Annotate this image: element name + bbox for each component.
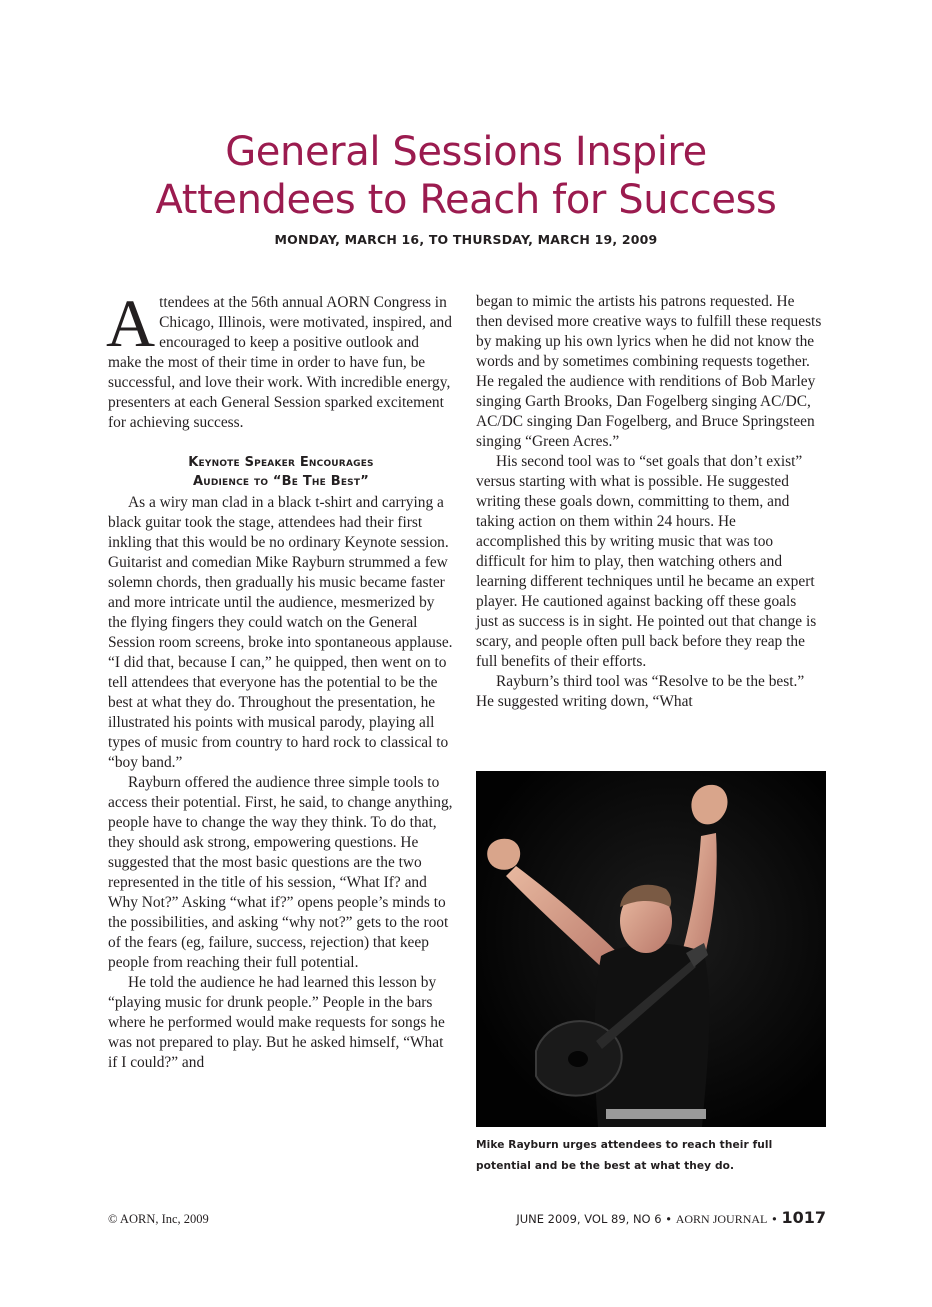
body-paragraph-2: Rayburn offered the audience three simple tools to access their potential. First, he said, to change anything, people have to change the way they think. To do that, they should ask strong, empowering questions. He suggested that the most basic questions are the two represented in the title of his session, “What If? and Why Not?” Asking “what if?” opens people’s minds to the possibilities, and asking “why not?” gets to the root of the fears (eg, failure, success, rejection) that keep people from reaching their full potential.	[108, 774, 453, 971]
intro-text: ttendees at the 56th annual AORN Congress in Chicago, Illinois, were motivated, inspired, and encouraged to keep a positive outlook and make the most of their time in order to have fun, be successful, and love their work. With incredible energy, presenters at each General Session sparked excitement for achieving success.	[108, 294, 452, 431]
footer-bullet-1: •	[665, 1212, 673, 1226]
page-number: 1017	[781, 1208, 826, 1227]
body-paragraph-5: His second tool was to “set goals that don’t exist” versus starting with what is possible. He suggested writing these goals down, committing to them, and taking action on them within 24 hours. He accomplished this by writing music that was too difficult for him to play, then watching others and learning different techniques until he became an expert player. He cautioned against backing off these goals just as success is in sight. He pointed out that change is scary, and people often pull back before they reap the full benefits of their efforts.	[476, 453, 817, 670]
running-footer	[516, 1208, 826, 1227]
right-column	[476, 292, 822, 712]
left-column	[106, 285, 454, 1073]
section-subhead	[108, 453, 454, 491]
article-dateline: MONDAY, MARCH 16, TO THURSDAY, MARCH 19, 2009	[274, 232, 658, 247]
body-paragraph-4: began to mimic the artists his patrons requested. He then devised more creative ways to fulfill these requests by making up his own lyrics when he did not know the words and by sometimes combining requests together. He regaled the audience with renditions of Bob Marley singing Garth Brooks, Dan Fogelberg singing AC/DC, AC/DC singing Dan Fogelberg, and Bruce Springsteen singing “Green Acres.”	[476, 293, 822, 450]
intro-paragraph	[106, 285, 454, 433]
article-title	[90, 128, 842, 224]
subhead-line-1: Keynote Speaker Encourages	[188, 455, 374, 470]
copyright-notice: © AORN, Inc, 2009	[108, 1212, 209, 1226]
drop-cap: A	[106, 285, 156, 361]
issue-info: JUNE 2009, VOL 89, NO 6	[516, 1212, 662, 1226]
body-paragraph-3: He told the audience he had learned this lesson by “playing music for drunk people.” People in the bars where he performed would make requests for songs he was not prepared to play. But he asked himself, “What if I could?” and	[108, 974, 445, 1071]
title-line-1: General Sessions Inspire	[225, 129, 707, 175]
journal-name: AORN JOURNAL	[675, 1212, 768, 1226]
photo-caption: Mike Rayburn urges attendees to reach their full potential and be the best at what they do.	[476, 1139, 773, 1172]
body-paragraph-6: Rayburn’s third tool was “Resolve to be the best.” He suggested writing down, “What	[476, 673, 805, 710]
subhead-line-2: Audience to “Be The Best”	[193, 474, 369, 489]
speaker-photo-illustration	[476, 771, 826, 1127]
body-paragraph-1: As a wiry man clad in a black t-shirt and carrying a black guitar took the stage, attendees had their first inkling that this would be no ordinary Keynote session. Guitarist and comedian Mike Rayburn strummed a few solemn chords, then gradually his music became faster and more intricate until the audience, mesmerized by the flying fingers they could watch on the General Session room screens, broke into spontaneous applause. “I did that, because I can,” he quipped, then went on to tell attendees that everyone has the potential to be the best at what they do. Throughout the presentation, he illustrated his points with musical parody, playing all types of music from country to hard rock to classical to “boy band.”	[108, 494, 453, 771]
footer-bullet-2: •	[771, 1212, 778, 1226]
speaker-photo	[476, 771, 826, 1127]
title-line-2: Attendees to Reach for Success	[155, 177, 777, 223]
